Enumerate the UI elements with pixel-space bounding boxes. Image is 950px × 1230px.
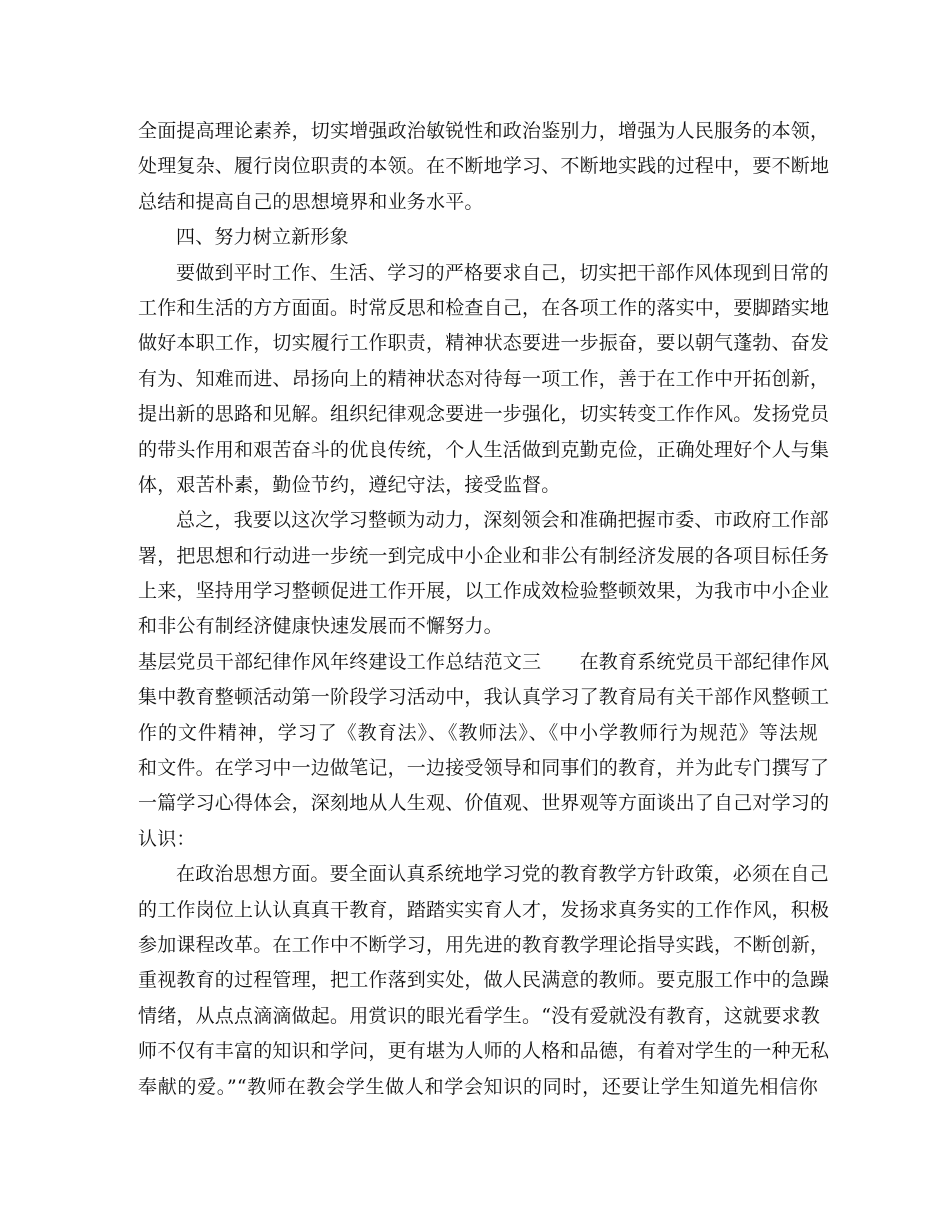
- text-line: 有为、知难而进、昂扬向上的精神状态对待每一项工作，善于在工作中开拓创新，: [138, 367, 830, 390]
- text-line: 上来，坚持用学习整顿促进工作开展，以工作成效检验整顿效果，为我市中小企业: [138, 580, 830, 603]
- text-line: 要做到平时工作、生活、学习的严格要求自己，切实把干部作风体现到日常的: [176, 261, 829, 284]
- text-line: 集中教育整顿活动第一阶段学习活动中，我认真学习了教育局有关干部作风整顿工: [138, 686, 830, 709]
- text-line: 提出新的思路和见解。组织纪律观念要进一步强化，切实转变工作作风。发扬党员: [138, 403, 830, 426]
- text-line: 总结和提高自己的思想境界和业务水平。: [138, 190, 484, 213]
- text-line: 的带头作用和艰苦奋斗的优良传统，个人生活做到克勤克俭，正确处理好个人与集: [138, 438, 830, 461]
- text-line: 全面提高理论素养，切实增强政治敏锐性和政治鉴别力，增强为人民服务的本领，: [138, 120, 830, 142]
- text-line: 认识：: [138, 827, 196, 850]
- text-line: 师不仅有丰富的知识和学问，更有堪为人师的人格和品德，有着对学生的一种无私: [138, 1040, 830, 1063]
- text-line: 的工作岗位上认认真真干教育，踏踏实实育人才，发扬求真务实的工作作风，积极: [138, 898, 830, 921]
- article-title-line: 基层党员干部纪律作风年终建设工作总结范文三 在教育系统党员干部纪律作风: [138, 650, 830, 673]
- text-line: 和非公有制经济健康快速发展而不懈努力。: [138, 615, 503, 638]
- text-line: 做好本职工作，切实履行工作职责，精神状态要进一步振奋，要以朝气蓬勃、奋发: [138, 332, 830, 355]
- text-line: 情绪，从点点滴滴做起。用赏识的眼光看学生。“没有爱就没有教育，这就要求教: [138, 1004, 820, 1027]
- text-line: 作的文件精神，学习了《教育法》、《教师法》、《中小学教师行为规范》等法规: [138, 721, 818, 744]
- text-line: 处理复杂、履行岗位职责的本领。在不断地学习、不断地实践的过程中，要不断地: [138, 155, 830, 178]
- text-line: 奉献的爱。”“教师在教会学生做人和学会知识的同时，还要让学生知道先相信你: [138, 1075, 818, 1098]
- text-line: 署，把思想和行动进一步统一到完成中小企业和非公有制经济发展的各项目标任务: [138, 544, 830, 567]
- text-line: 重视教育的过程管理，把工作落到实处，做人民满意的教师。要克服工作中的急躁: [138, 969, 830, 992]
- section-heading: 四、努力树立新形象: [176, 226, 349, 249]
- text-line: 总之，我要以这次学习整顿为动力，深刻领会和准确把握市委、市政府工作部: [176, 509, 829, 532]
- text-line: 参加课程改革。在工作中不断学习，用先进的教育教学理论指导实践，不断创新，: [138, 933, 830, 956]
- text-line: 体，艰苦朴素，勤俭节约，遵纪守法，接受监督。: [138, 473, 561, 496]
- text-line: 一篇学习心得体会，深刻地从人生观、价值观、世界观等方面谈出了自己对学习的: [138, 792, 830, 815]
- text-line: 工作和生活的方方面面。时常反思和检查自己，在各项工作的落实中，要脚踏实地: [138, 296, 830, 319]
- document-page: [138, 114, 830, 1105]
- text-line: 和文件。在学习中一边做笔记，一边接受领导和同事们的教育，并为此专门撰写了: [138, 757, 830, 780]
- text-line: 在政治思想方面。要全面认真系统地学习党的教育教学方针政策，必须在自己: [176, 863, 829, 886]
